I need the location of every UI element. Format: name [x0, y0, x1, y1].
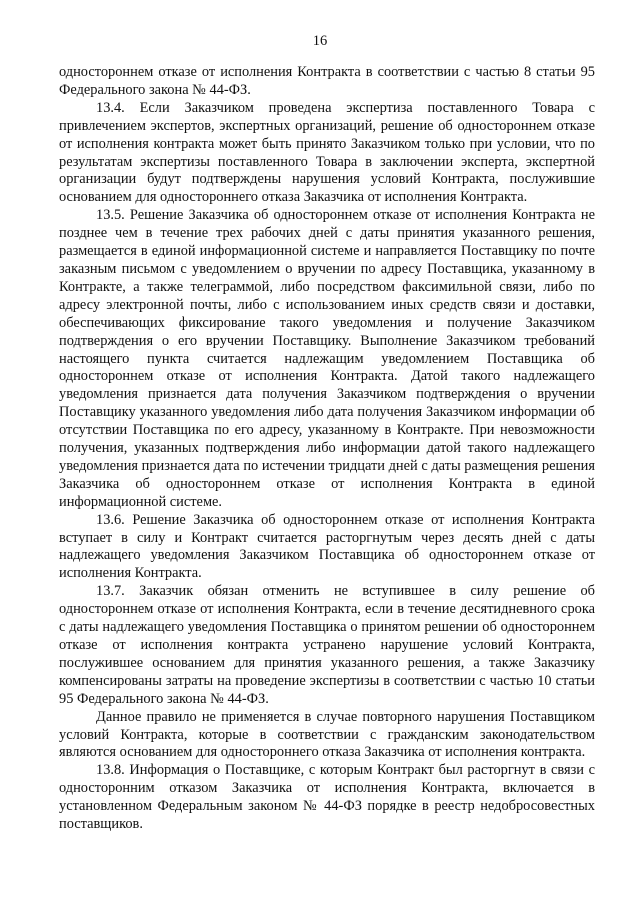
paragraph-13-7: 13.7. Заказчик обязан отменить не вступившее в силу решение об одностороннем отказе от исполнения Контракта, если в течение десятидневного срока с даты надлежащего уведомления Поставщика о принятом решении об одностороннем отказе от исполнения контракта устранено нарушение условий Контракта, послужившее основанием для принятия указанного решения, а также Заказчику компенсированы затраты на проведение экспертизы в соответствии с частью 10 статьи 95 Федерального закона № 44-ФЗ. — [59, 583, 595, 707]
paragraph-13-4: 13.4. Если Заказчиком проведена экспертиза поставленного Товара с привлечением экспертов, экспертных организаций, решение об одностороннем отказе от исполнения контракта может быть принято Заказчиком только при условии, что по результатам экспертизы поставленного Товара в заключении эксперта, экспертной организации будут подтверждены нарушения условий Контракта, послужившие основанием для одностороннего отказа Заказчика от исполнения Контракта. — [59, 99, 595, 206]
paragraph-exception-rule: Данное правило не применяется в случае повторного нарушения Поставщиком условий Контракта, которые в соответствии с гражданским законодательством являются основанием для одностороннего отказа Заказчика от исполнения контракта. — [59, 708, 595, 761]
paragraph-13-6: 13.6. Решение Заказчика об одностороннем отказе от исполнения Контракта вступает в силу и Контракт считается расторгнутым через десять дней с даты надлежащего уведомления Заказчиком Поставщика об одностороннем отказе от исполнения Контракта. — [59, 511, 595, 582]
paragraph-continuation: одностороннем отказе от исполнения Контракта в соответствии с частью 8 статьи 95 Федерального закона № 44-ФЗ. — [59, 64, 595, 98]
page-number: 16 — [312, 33, 328, 49]
paragraph-13-8: 13.8. Информация о Поставщике, с которым Контракт был расторгнут в связи с односторонним отказом Заказчика от исполнения Контракта, включается в установленном Федеральным законом № 44-ФЗ порядке в реестр недобросовестных поставщиков. — [59, 762, 595, 833]
paragraph-13-5: 13.5. Решение Заказчика об одностороннем отказе от исполнения Контракта не позднее чем в течение трех рабочих дней с даты принятия указанного решения, размещается в единой информационной системе и направляется Поставщику по почте заказным письмом с уведомлением о вручении по адресу Поставщика, указанному в Контракте, а также телеграммой, либо посредством факсимильной связи, либо по адресу электронной почты, либо с использованием иных средств связи и доставки, обеспечивающих фиксирование такого уведомления и получение Заказчиком подтверждения о его вручении Поставщику. Выполнение Заказчиком требований настоящего пункта считается надлежащим уведомлением Поставщика об одностороннем отказе от исполнения Контракта. Датой такого надлежащего уведомления признается дата получения Заказчиком подтверждения о вручении Поставщику указанного уведомления либо дата получения Заказчиком информации об отсутствии Поставщика по его адресу, указанному в Контракте. При невозможности получения, указанных подтверждения либо информации датой такого надлежащего уведомления признается дата по истечении тридцати дней с даты размещения решения Заказчика об одностороннем отказе от исполнения Контракта в единой информационной системе. — [59, 207, 595, 510]
document-body — [59, 64, 595, 834]
